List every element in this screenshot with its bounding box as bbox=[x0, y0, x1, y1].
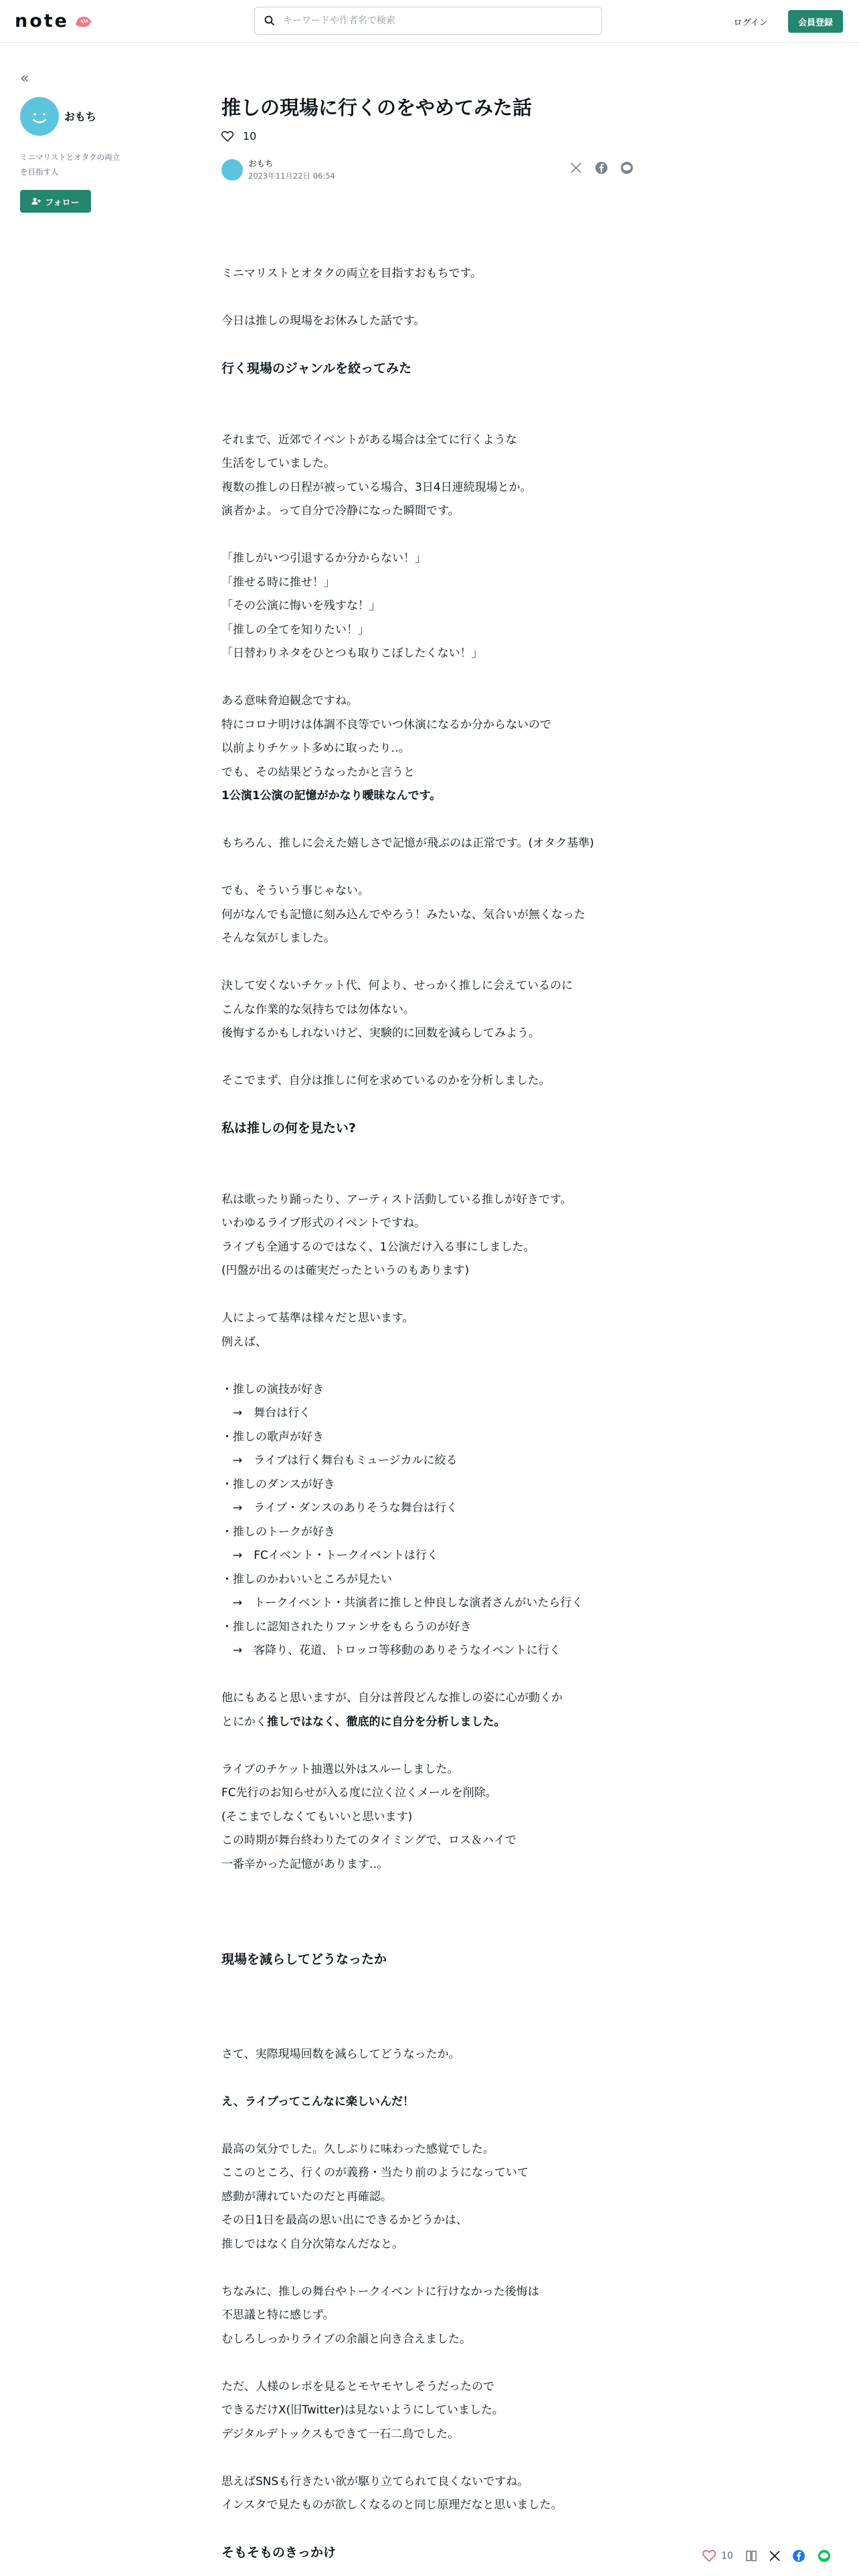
paragraph-line: 「推しがいつ引退するか分からない！」 bbox=[221, 552, 426, 565]
blank-line bbox=[221, 2446, 650, 2470]
bold-paragraph-line: え、ライブってこんなに楽しいんだ！ bbox=[221, 2095, 414, 2109]
blank-line bbox=[221, 405, 650, 429]
search-box[interactable] bbox=[254, 7, 602, 35]
follow-button[interactable] bbox=[20, 190, 91, 213]
blank-line bbox=[221, 2114, 650, 2138]
x-logo-icon[interactable] bbox=[769, 2551, 780, 2561]
author-name[interactable]: おもち bbox=[64, 110, 97, 123]
paragraph-line: 演者かよ。って自分で冷静になった瞬間です。 bbox=[221, 504, 460, 518]
paragraph-line: ・推しに認知されたりファンサをもらうのが好き bbox=[221, 1620, 472, 1634]
article-meta bbox=[221, 158, 335, 182]
paragraph-line: → ライブは行く舞台もミュージカルに絞る bbox=[221, 1454, 458, 1467]
paragraph-line: 後悔するかもしれないけど、実験的に回数を減らしてみよう。 bbox=[221, 1027, 540, 1040]
paragraph-line: 「日替わりネタをひとつも取りこぼしたくない！」 bbox=[221, 647, 483, 660]
paragraph-line: そこでまず、自分は推しに何を求めているのかを分析しました。 bbox=[221, 1074, 551, 1087]
blank-line bbox=[221, 381, 650, 405]
paragraph-line: でも、そういう事じゃない。 bbox=[221, 884, 369, 897]
blank-line bbox=[221, 1924, 650, 1948]
paragraph-line: 今日は推しの現場をお休みした話です。 bbox=[221, 314, 425, 328]
blank-line bbox=[221, 809, 650, 833]
author-mini-avatar[interactable] bbox=[221, 159, 243, 181]
blank-line bbox=[221, 1046, 650, 1070]
paragraph-line: → 舞台は行く bbox=[221, 1406, 311, 1420]
follow-label: フォロー bbox=[45, 197, 80, 208]
x-logo-icon[interactable] bbox=[569, 160, 583, 175]
paragraph-line: 例えば、 bbox=[221, 1335, 267, 1349]
paragraph-line: 他にもあると思いますが、自分は普段どんな推しの姿に心が動くか bbox=[221, 1691, 563, 1705]
paragraph-line: (円盤が出るのは確実だったというのもあります) bbox=[221, 1264, 470, 1277]
blank-line bbox=[221, 1141, 650, 1165]
paragraph-line: ある意味脅迫観念ですね。 bbox=[221, 694, 358, 708]
paragraph-line: 生活をしていました。 bbox=[221, 457, 335, 470]
avatar[interactable] bbox=[20, 97, 59, 136]
paragraph-line: 複数の推しの日程が被っている場合、3日4日連続現場とか。 bbox=[221, 480, 532, 494]
paragraph-line: さて、実際現場回数を減らしてどうなったか。 bbox=[221, 2047, 460, 2061]
blank-line bbox=[221, 524, 650, 548]
bold-paragraph-line: 1公演1公演の記憶がかなり曖昧なんです。 bbox=[221, 789, 442, 802]
blank-line bbox=[221, 334, 650, 358]
paragraph-line: → FCイベント・トークイベントは行く bbox=[221, 1549, 439, 1562]
search-icon bbox=[264, 15, 275, 26]
add-user-icon bbox=[31, 197, 41, 205]
site-header bbox=[0, 0, 859, 43]
paragraph-line: できるだけX(旧Twitter)は見ないようにしていました。 bbox=[221, 2403, 504, 2417]
paragraph-line: 「推しの全てを知りたい！」 bbox=[221, 623, 369, 637]
blank-line bbox=[221, 1354, 650, 1378]
section-heading: 私は推しの何を見たい? bbox=[221, 1121, 357, 1136]
heart-icon[interactable] bbox=[702, 2550, 716, 2562]
like-area bbox=[221, 130, 256, 142]
paragraph-line: 推しではなく自分次第なんだなと。 bbox=[221, 2237, 403, 2251]
blank-line bbox=[221, 2518, 650, 2542]
facebook-icon[interactable] bbox=[594, 160, 609, 175]
facebook-icon[interactable] bbox=[792, 2549, 805, 2563]
paragraph-line: 最高の気分でした。久しぶりに味わった感覚でした。 bbox=[221, 2142, 494, 2156]
blank-line bbox=[221, 856, 650, 880]
paragraph-line: そんな気がしました。 bbox=[221, 932, 335, 945]
paragraph-line: ・推しのダンスが好き bbox=[221, 1477, 335, 1491]
login-button[interactable]: ログイン bbox=[733, 17, 768, 28]
paragraph-line: (そこまでしなくてもいいと思います) bbox=[221, 1810, 413, 1824]
paragraph-line: ここのところ、行くのが義務・当たり前のようになっていて bbox=[221, 2166, 529, 2179]
share-buttons bbox=[569, 160, 634, 175]
blank-line bbox=[221, 2019, 650, 2043]
section-heading: そもそものきっかけ bbox=[221, 2545, 337, 2560]
paragraph-line: → 客降り、花道、トロッコ等移動のありそうなイベントに行く bbox=[221, 1644, 561, 1657]
paragraph-line: → ライブ・ダンスのありそうな舞台は行く bbox=[221, 1501, 458, 1515]
paragraph-line: でも、その結果どうなったかと言うと bbox=[221, 765, 415, 779]
paragraph-line: 私は歌ったり踊ったり、アーティスト活動している推しが好きです。 bbox=[221, 1192, 572, 1206]
paragraph-line: 不思議と特に感じず。 bbox=[221, 2309, 335, 2322]
paragraph-line bbox=[221, 1711, 650, 1735]
blank-line bbox=[221, 1901, 650, 1925]
paragraph-line: 特にコロナ明けは体調不良等でいつ休演になるか分からないので bbox=[221, 718, 551, 732]
meta-author-name[interactable]: おもち bbox=[248, 158, 274, 169]
blank-line bbox=[221, 286, 650, 310]
paragraph-line: ・推しのトークが好き bbox=[221, 1525, 335, 1539]
magazine-icon[interactable] bbox=[745, 2550, 757, 2562]
paragraph-line: 「推せる時に推せ！」 bbox=[221, 575, 335, 589]
blank-line bbox=[221, 2256, 650, 2280]
signup-button[interactable]: 会員登録 bbox=[788, 10, 843, 33]
paragraph-line: もちろん、推しに会えた嬉しさで記憶が飛ぶのは正常です。(オタク基準) bbox=[221, 837, 594, 850]
paragraph-line: こんな作業的な気持ちでは勿体ない。 bbox=[221, 1002, 415, 1016]
floating-action-bar bbox=[702, 2549, 831, 2563]
blank-line bbox=[221, 1971, 650, 1996]
paragraph-line: この時期が舞台終わりたてのタイミングで、ロス＆ハイで bbox=[221, 1834, 516, 1847]
blank-line bbox=[221, 1164, 650, 1188]
paragraph-line: インスタで見たものが欲しくなるのと同じ原理だなと思いました。 bbox=[221, 2498, 563, 2512]
paragraph-line: ライブも全通するのではなく、1公演だけ入る事にしました。 bbox=[221, 1240, 535, 1254]
paragraph-line: 一番辛かった記憶があります‥。 bbox=[221, 1857, 389, 1871]
blank-line bbox=[221, 951, 650, 975]
paragraph-text: とにかく bbox=[221, 1715, 267, 1729]
line-icon[interactable] bbox=[818, 2549, 831, 2563]
paragraph-line: 感動が薄れていたのだと再確認。 bbox=[221, 2189, 392, 2204]
paragraph-line: ・推しの演技が好き bbox=[221, 1382, 324, 1396]
blank-line bbox=[221, 2351, 650, 2375]
paragraph-line: ちなみに、推しの舞台やトークイベントに行けなかった後悔は bbox=[221, 2284, 539, 2298]
avatar-face-icon bbox=[20, 97, 59, 136]
paragraph-line: 決して安くないチケット代、何より、せっかく推しに会えているのに bbox=[221, 979, 573, 992]
logo-text: note bbox=[15, 11, 69, 31]
logo-bird-icon bbox=[74, 14, 93, 29]
blank-line bbox=[221, 1093, 650, 1117]
heart-icon[interactable] bbox=[221, 131, 233, 142]
paragraph-line: → トークイベント・共演者に推しと仲良しな演者さんがいたら行く bbox=[221, 1596, 583, 1610]
section-heading: 行く現場のジャンルを絞ってみた bbox=[221, 361, 412, 376]
note-logo[interactable] bbox=[15, 12, 93, 31]
blank-line bbox=[221, 1734, 650, 1758]
paragraph-line: FC先行のお知らせが入る度に泣く泣くメールを削除。 bbox=[221, 1786, 497, 1800]
search-input[interactable] bbox=[283, 15, 577, 26]
blank-line bbox=[221, 1283, 650, 1307]
footer-like-count[interactable]: 10 bbox=[721, 2551, 733, 2561]
line-icon[interactable] bbox=[619, 160, 634, 175]
paragraph-line: 以前よりチケット多めに取ったり‥。 bbox=[221, 742, 410, 755]
paragraph-line: いわゆるライブ形式のイベントですね。 bbox=[221, 1216, 425, 1230]
paragraph-line: 人によって基準は様々だと思います。 bbox=[221, 1311, 414, 1325]
blank-line bbox=[221, 1663, 650, 1687]
paragraph-line: 思えばSNSも行きたい欲が駆り立てられて良くないですね。 bbox=[221, 2474, 529, 2488]
blank-line bbox=[221, 1876, 650, 1901]
paragraph-line: ・推しの歌声が好き bbox=[221, 1430, 324, 1444]
paragraph-line: それまで、近郊でイベントがある場合は全てに行くような bbox=[221, 433, 517, 447]
blank-line bbox=[221, 2066, 650, 2090]
paragraph-line: むしろしっかりライブの余韻と向き合えました。 bbox=[221, 2332, 471, 2346]
emphasis-text: 推しではなく、徹底的に自分を分析しました。 bbox=[267, 1715, 506, 1729]
author-bio: ミニマリストとオタクの両立を目指す人 bbox=[20, 152, 120, 177]
blank-line bbox=[221, 1996, 650, 2020]
paragraph-line: ライブのチケット抽選以外はスルーしました。 bbox=[221, 1762, 459, 1776]
like-count[interactable]: 10 bbox=[243, 130, 257, 142]
section-heading: 現場を減らしてどうなったか bbox=[221, 1951, 387, 1967]
paragraph-line: デジタルデトックスもできて一石二鳥でした。 bbox=[221, 2427, 460, 2441]
paragraph-line: ・推しのかわいいところが見たい bbox=[221, 1572, 392, 1586]
paragraph-line: 「その公演に悔いを残すな！」 bbox=[221, 599, 381, 613]
collapse-icon[interactable]: « bbox=[20, 70, 29, 87]
article-body bbox=[221, 262, 650, 2565]
paragraph-line: ただ、人様のレポを見るとモヤモヤしそうだったので bbox=[221, 2379, 494, 2393]
paragraph-line: ミニマリストとオタクの両立を目指すおもちです。 bbox=[221, 267, 482, 280]
article-title: 推しの現場に行くのをやめてみた話 bbox=[221, 96, 533, 119]
paragraph-line: 何がなんでも記憶に刻み込んでやろう！みたいな、気合いが無くなった bbox=[221, 907, 585, 922]
paragraph-line: その日1日を最高の思い出にできるかどうかは、 bbox=[221, 2214, 468, 2227]
publish-date: 2023年11月22日 06:54 bbox=[248, 171, 335, 181]
blank-line bbox=[221, 666, 650, 690]
